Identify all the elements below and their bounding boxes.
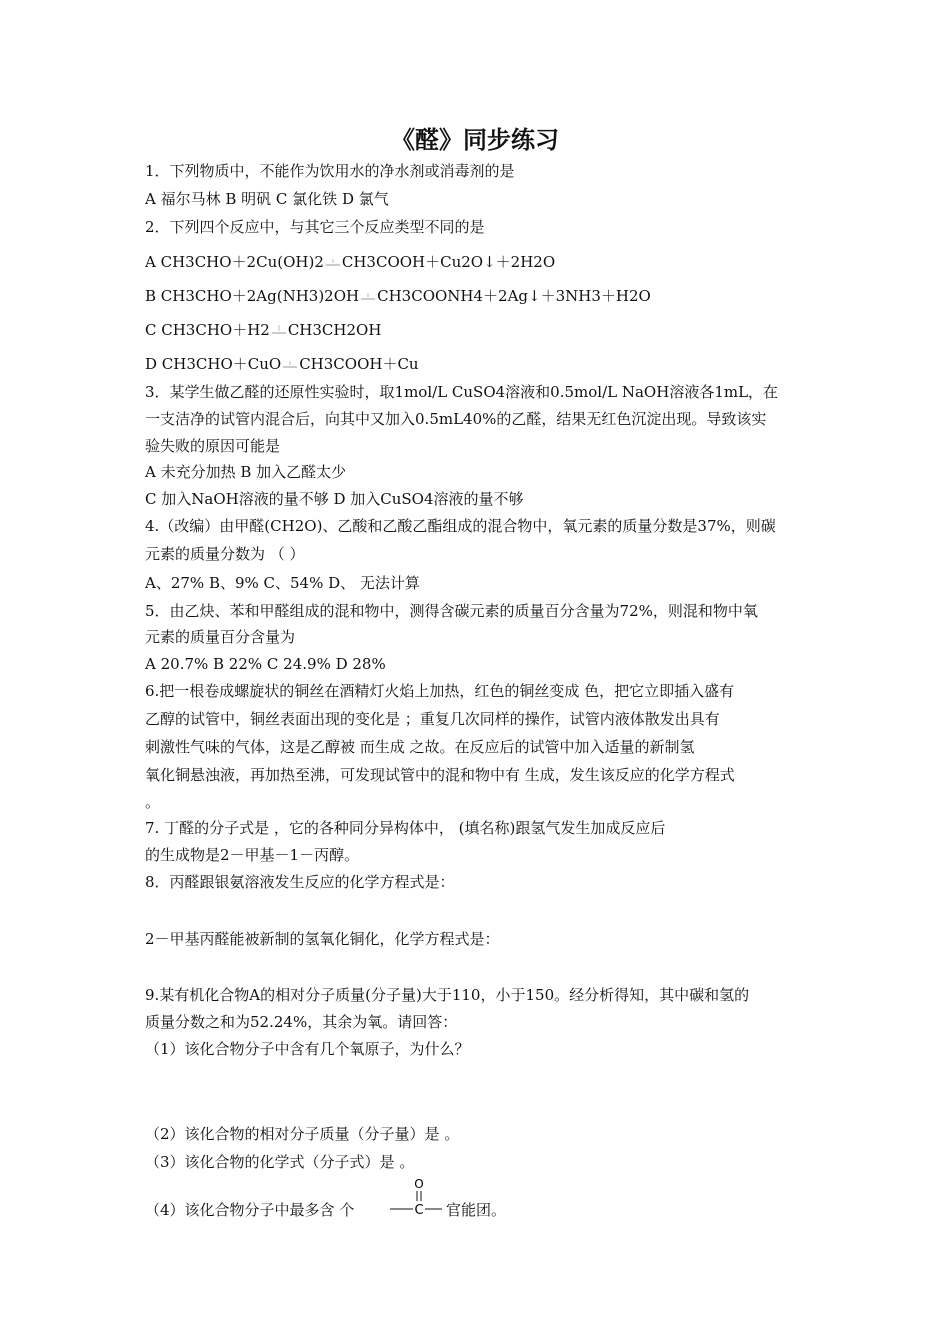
question-2: 2．下列四个反应中，与其它三个反应类型不同的是 — [145, 218, 485, 236]
question-9-part-4-suffix: 官能团。 — [446, 1201, 507, 1219]
question-1-options: A 福尔马林 B 明矾 C 氯化铁 D 氯气 — [145, 190, 389, 208]
question-6-line-3: 刺激性气味的气体，这是乙醇被 而生成 之故。在反应后的试管中加入适量的新制氢 — [145, 738, 695, 756]
question-3-line-3: 验失败的原因可能是 — [145, 437, 281, 455]
reaction-arrow-icon — [325, 255, 341, 271]
question-3-options-ab: A 未充分加热 B 加入乙醛太少 — [145, 463, 347, 481]
reaction-a-reactants: A CH3CHO＋2Cu(OH)2 — [145, 253, 324, 271]
carbonyl-oxygen-label: O — [414, 1177, 424, 1191]
question-9-line-1: 9.某有机化合物A的相对分子质量(分子量)大于110，小于150。经分析得知，其中碳和氢的 — [145, 986, 750, 1004]
question-9-part-4-prefix: （4）该化合物分子中最多含 个 — [145, 1201, 355, 1219]
question-2-option-d — [145, 354, 815, 374]
reaction-d-products: CH3COOH＋Cu — [299, 355, 419, 373]
question-3-line-1: 3．某学生做乙醛的还原性实验时，取1mol/L CuSO4溶液和0.5mol/L NaOH溶液各1mL，在 — [145, 383, 779, 401]
question-9-part-2: （2）该化合物的相对分子质量（分子量）是 。 — [145, 1125, 460, 1143]
question-1: 1．下列物质中，不能作为饮用水的净水剂或消毒剂的是 — [145, 162, 515, 180]
question-9-part-1: （1）该化合物分子中含有几个氧原子，为什么？ — [145, 1040, 470, 1058]
reaction-arrow-icon — [271, 323, 287, 339]
question-7-line-1: 7. 丁醛的分子式是 ，它的各种同分异构体中， (填名称)跟氢气发生加成反应后 — [145, 819, 666, 837]
question-2-option-a — [145, 252, 815, 272]
question-6-line-1: 6.把一根卷成螺旋状的铜丝在酒精灯火焰上加热，红色的铜丝变成 色，把它立即插入盛有 — [145, 682, 735, 700]
carbonyl-group-structure — [386, 1177, 446, 1217]
question-3-options-cd: C 加入NaOH溶液的量不够 D 加入CuSO4溶液的量不够 — [145, 490, 524, 508]
question-5-options: A 20.7% B 22% C 24.9% D 28% — [145, 655, 386, 673]
reaction-arrow-icon — [360, 289, 376, 305]
reaction-c-reactants: C CH3CHO＋H2 — [145, 321, 270, 339]
question-5-line-2: 元素的质量百分含量为 — [145, 628, 296, 646]
question-9-line-2: 质量分数之和为52.24%，其余为氧。请回答： — [145, 1013, 458, 1031]
reaction-a-products: CH3COOH＋Cu2O↓＋2H2O — [341, 253, 556, 271]
reaction-arrow-icon — [282, 357, 298, 373]
reaction-d-reactants: D CH3CHO＋CuO — [145, 355, 282, 373]
question-6-line-4: 氧化铜悬浊液，再加热至沸，可发现试管中的混和物中有 生成，发生该反应的化学方程式 — [145, 766, 735, 784]
question-7-line-2: 的生成物是2－甲基－1－丙醇。 — [145, 846, 360, 864]
question-9-part-3: （3）该化合物的化学式（分子式）是 。 — [145, 1153, 415, 1171]
question-4-line-2: 元素的质量分数为 （ ） — [145, 545, 305, 563]
question-8-line-1: 8．丙醛跟银氨溶液发生反应的化学方程式是： — [145, 873, 455, 891]
question-6-line-5: 。 — [145, 793, 161, 811]
question-2-option-b — [145, 286, 815, 306]
page-title: 《醛》同步练习 — [391, 126, 559, 154]
question-5-line-1: 5．由乙炔、苯和甲醛组成的混和物中，测得含碳元素的质量百分含量为72%，则混和物中氧 — [145, 602, 758, 620]
question-2-option-c — [145, 320, 815, 340]
question-6-line-2: 乙醇的试管中，铜丝表面出现的变化是 ；重复几次同样的操作，试管内液体散发出具有 — [145, 710, 720, 728]
reaction-c-products: CH3CH2OH — [287, 321, 382, 339]
question-3-line-2: 一支洁净的试管内混合后，向其中又加入0.5mL40%的乙醛，结果无红色沉淀出现。导致该实 — [145, 410, 767, 428]
question-4-options: A、27% B、9% C、54% D、 无法计算 — [145, 574, 420, 592]
carbonyl-carbon-label: C — [414, 1203, 424, 1217]
question-4-line-1: 4.（改编）由甲醛(CH2O)、乙酸和乙酸乙酯组成的混合物中，氧元素的质量分数是37%，则碳 — [145, 517, 776, 535]
reaction-b-products: CH3COONH4＋2Ag↓＋3NH3＋H2O — [377, 287, 651, 305]
reaction-b-reactants: B CH3CHO＋2Ag(NH3)2OH — [145, 287, 360, 305]
question-8-line-2: 2－甲基丙醛能被新制的氢氧化铜化，化学方程式是： — [145, 930, 500, 948]
